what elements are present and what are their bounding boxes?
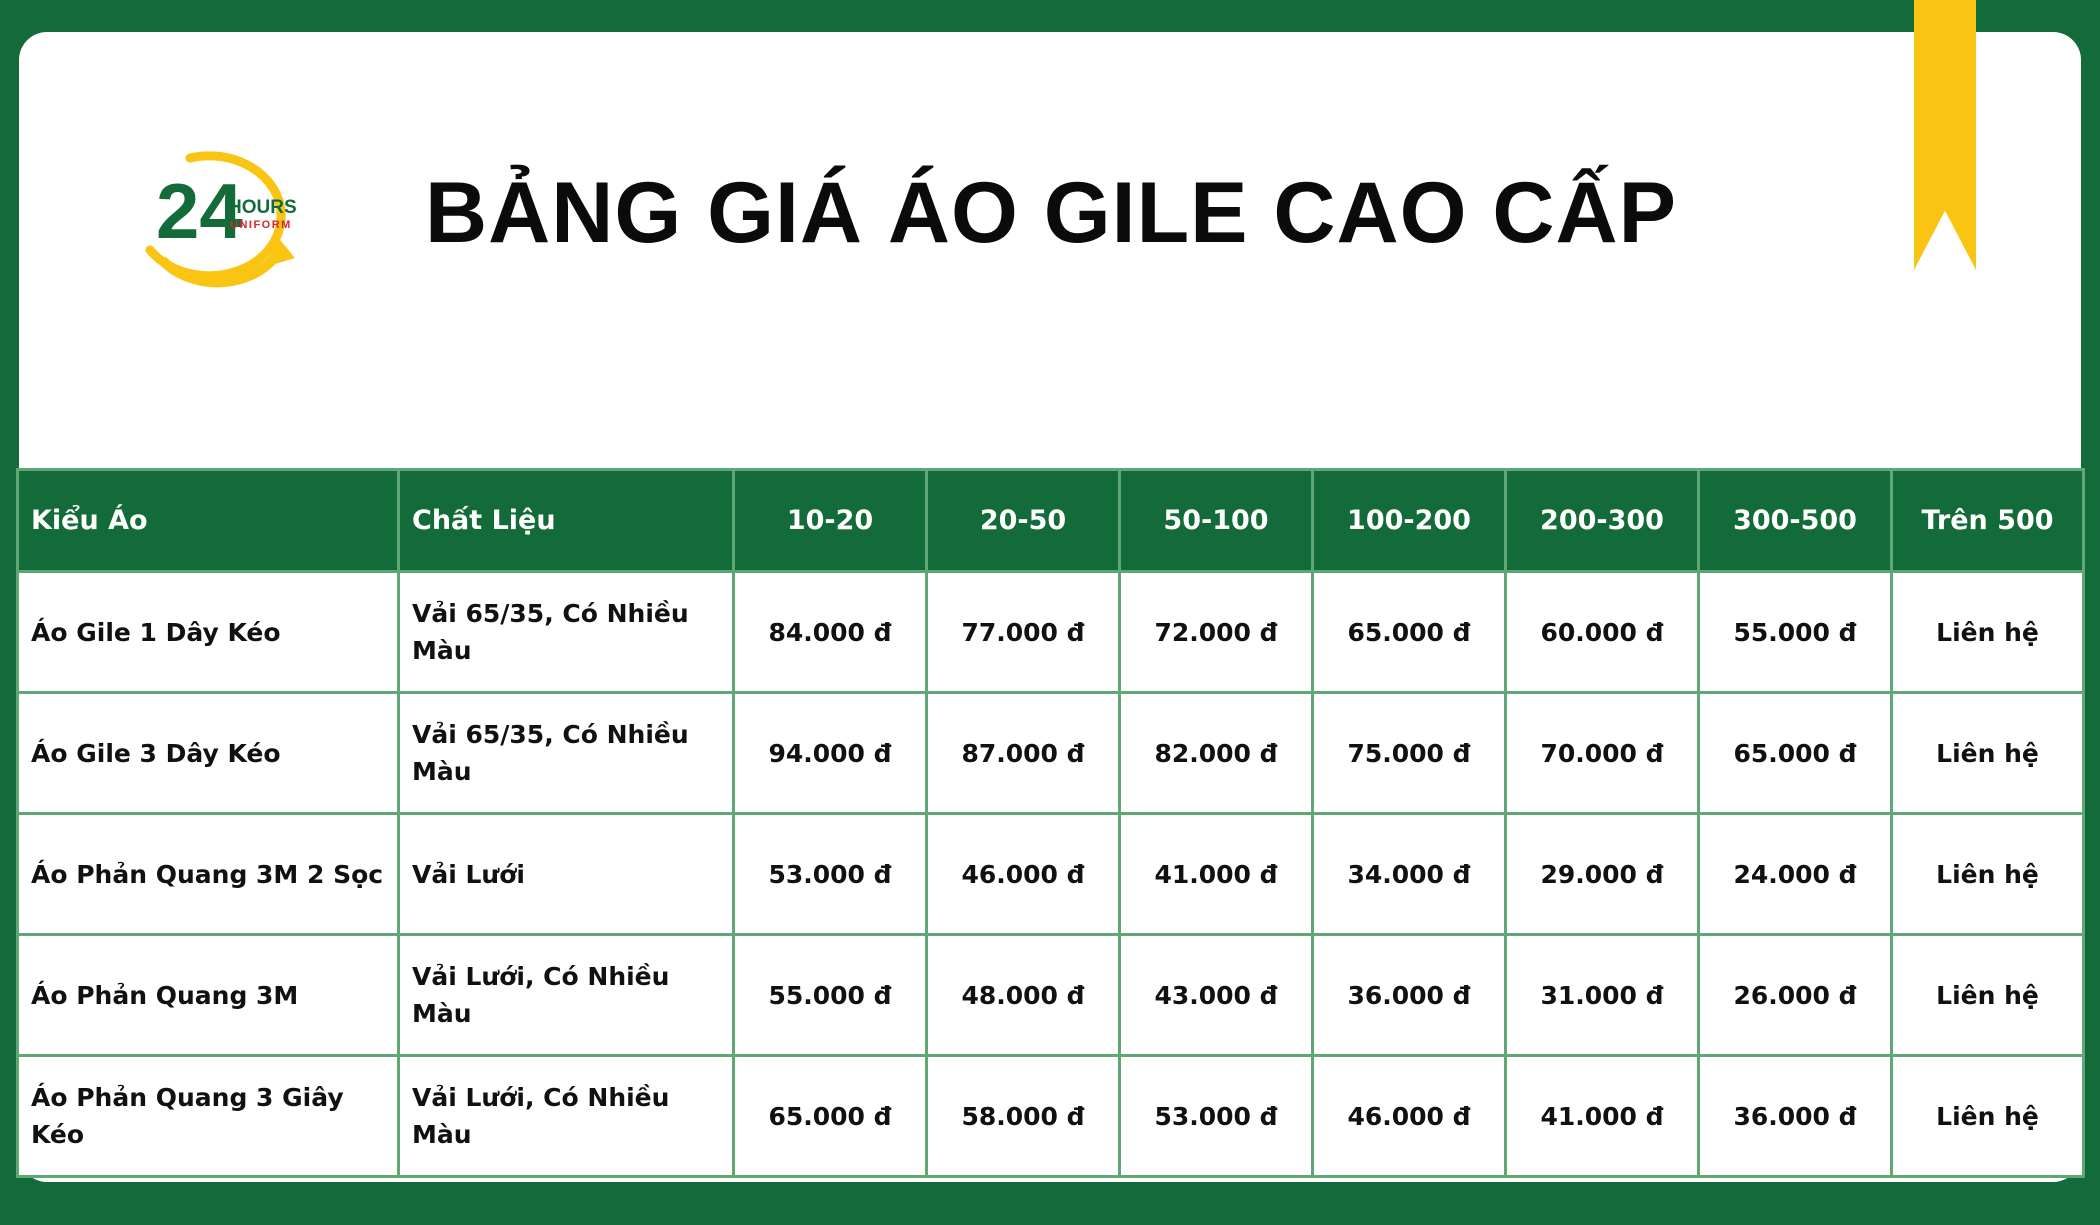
brand-logo [130, 140, 310, 300]
header-qty-20-50: 20-50 [927, 470, 1120, 572]
cell-style: Áo Gile 1 Dây Kéo [18, 572, 399, 693]
cell-price: 48.000 đ [927, 935, 1120, 1056]
table-header-row [18, 470, 2084, 572]
cell-price: 77.000 đ [927, 572, 1120, 693]
cell-price: 53.000 đ [734, 814, 927, 935]
cell-price: 24.000 đ [1699, 814, 1892, 935]
cell-price: 84.000 đ [734, 572, 927, 693]
cell-price: 34.000 đ [1313, 814, 1506, 935]
header-material: Chất Liệu [399, 470, 734, 572]
cell-price: 55.000 đ [1699, 572, 1892, 693]
cell-price: 26.000 đ [1699, 935, 1892, 1056]
cell-style: Áo Phản Quang 3 Giây Kéo [18, 1056, 399, 1177]
cell-price: 36.000 đ [1313, 935, 1506, 1056]
cell-contact: Liên hệ [1892, 935, 2084, 1056]
header-qty-200-300: 200-300 [1506, 470, 1699, 572]
cell-material: Vải Lưới, Có Nhiều Màu [399, 935, 734, 1056]
logo-word-hours: HOURS [228, 197, 297, 218]
header-qty-over-500: Trên 500 [1892, 470, 2084, 572]
cell-price: 65.000 đ [1699, 693, 1892, 814]
cell-price: 58.000 đ [927, 1056, 1120, 1177]
cell-style: Áo Phản Quang 3M [18, 935, 399, 1056]
cell-material: Vải 65/35, Có Nhiều Màu [399, 572, 734, 693]
cell-style: Áo Gile 3 Dây Kéo [18, 693, 399, 814]
cell-style: Áo Phản Quang 3M 2 Sọc [18, 814, 399, 935]
logo-word-uniform: UNIFORM [230, 219, 292, 231]
cell-price: 70.000 đ [1506, 693, 1699, 814]
cell-price: 43.000 đ [1120, 935, 1313, 1056]
table-row [18, 935, 2084, 1056]
cell-contact: Liên hệ [1892, 814, 2084, 935]
cell-contact: Liên hệ [1892, 572, 2084, 693]
cell-price: 75.000 đ [1313, 693, 1506, 814]
cell-price: 53.000 đ [1120, 1056, 1313, 1177]
cell-price: 41.000 đ [1120, 814, 1313, 935]
cell-contact: Liên hệ [1892, 1056, 2084, 1177]
cell-material: Vải Lưới, Có Nhiều Màu [399, 1056, 734, 1177]
cell-price: 46.000 đ [927, 814, 1120, 935]
table-row [18, 1056, 2084, 1177]
cell-material: Vải 65/35, Có Nhiều Màu [399, 693, 734, 814]
header-qty-50-100: 50-100 [1120, 470, 1313, 572]
cell-price: 31.000 đ [1506, 935, 1699, 1056]
page-title: BẢNG GIÁ ÁO GILE CAO CẤP [425, 165, 1677, 261]
cell-price: 60.000 đ [1506, 572, 1699, 693]
table-row [18, 572, 2084, 693]
logo-number: 24 [156, 167, 243, 255]
header-qty-100-200: 100-200 [1313, 470, 1506, 572]
cell-price: 46.000 đ [1313, 1056, 1506, 1177]
cell-price: 29.000 đ [1506, 814, 1699, 935]
cell-price: 41.000 đ [1506, 1056, 1699, 1177]
cell-material: Vải Lưới [399, 814, 734, 935]
header-qty-10-20: 10-20 [734, 470, 927, 572]
cell-price: 65.000 đ [734, 1056, 927, 1177]
cell-price: 55.000 đ [734, 935, 927, 1056]
table-row [18, 814, 2084, 935]
cell-price: 36.000 đ [1699, 1056, 1892, 1177]
table-row [18, 693, 2084, 814]
cell-price: 65.000 đ [1313, 572, 1506, 693]
cell-price: 94.000 đ [734, 693, 927, 814]
price-table [16, 468, 2085, 1178]
cell-price: 87.000 đ [927, 693, 1120, 814]
header-qty-300-500: 300-500 [1699, 470, 1892, 572]
header-style: Kiểu Áo [18, 470, 399, 572]
cell-price: 72.000 đ [1120, 572, 1313, 693]
cell-contact: Liên hệ [1892, 693, 2084, 814]
cell-price: 82.000 đ [1120, 693, 1313, 814]
